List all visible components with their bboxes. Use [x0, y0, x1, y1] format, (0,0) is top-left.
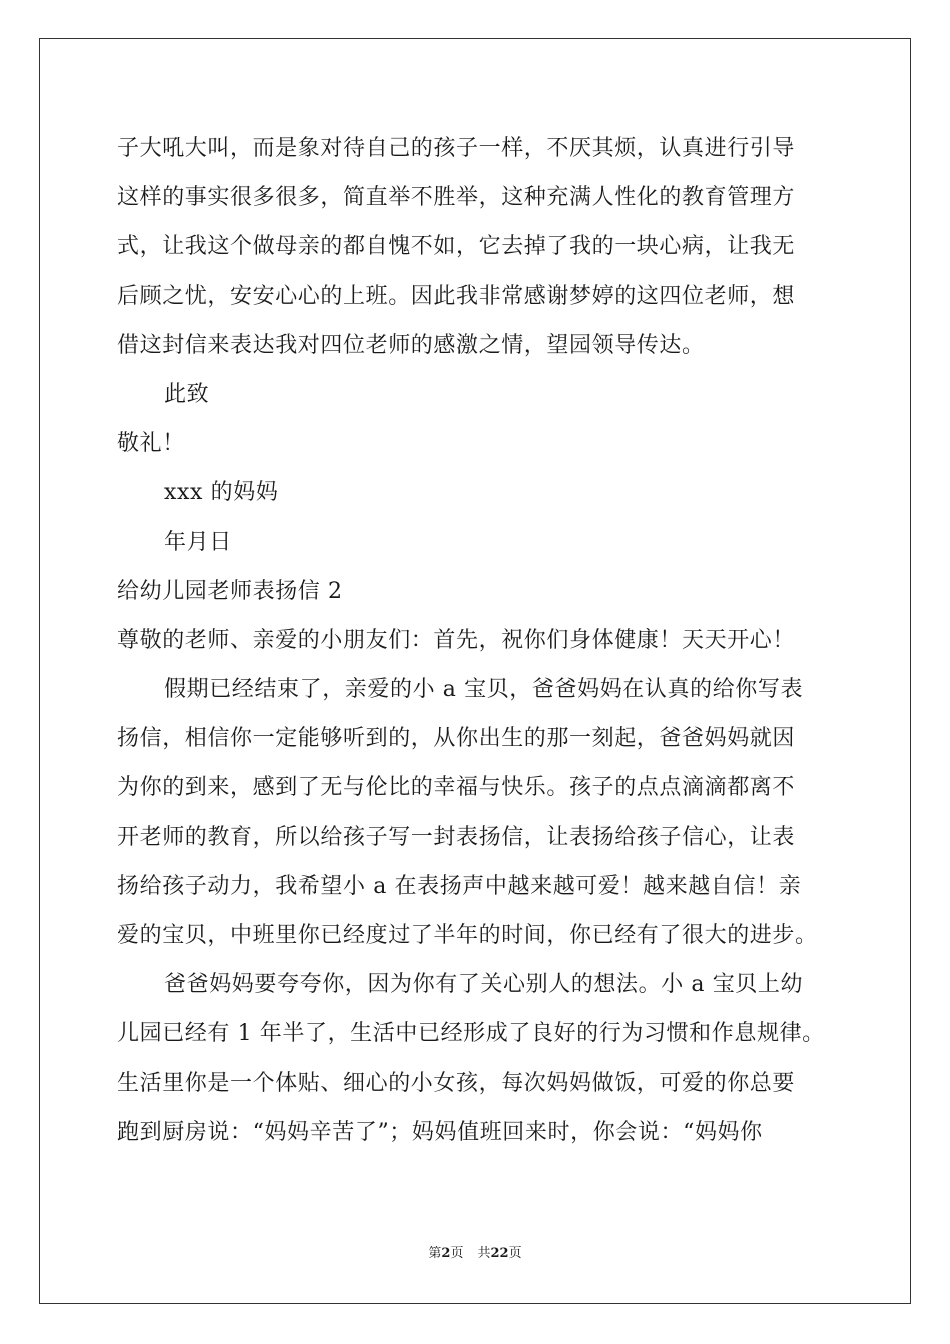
text-line: 假期已经结束了，亲爱的小 a 宝贝，爸爸妈妈在认真的给你写表	[164, 677, 804, 703]
page-footer	[0, 1244, 950, 1264]
signature: xxx 的妈妈	[164, 480, 279, 506]
text-line: 扬给孩子动力，我希望小 a 在表扬声中越来越可爱！越来越自信！亲	[117, 873, 802, 899]
text-line: 儿园已经有 1 年半了，生活中已经形成了良好的行为习惯和作息规律。	[117, 1021, 825, 1047]
greeting-line: 尊敬的老师、亲爱的小朋友们：首先，祝你们身体健康！天天开心！	[117, 627, 796, 653]
text-line: 式，让我这个做母亲的都自愧不如，它去掉了我的一块心病，让我无	[117, 234, 796, 260]
text-line: 跑到厨房说：“妈妈辛苦了”；妈妈值班回来时，你会说：“妈妈你	[117, 1119, 763, 1145]
total-prefix: 共	[477, 1246, 491, 1261]
text-line: 后顾之忧，安安心心的上班。因此我非常感谢梦婷的这四位老师，想	[117, 283, 796, 309]
text-line: 爸爸妈妈要夸夸你，因为你有了关心别人的想法。小 a 宝贝上幼	[164, 972, 804, 998]
letter-body	[117, 124, 857, 1157]
closing-salutation: 此致	[164, 381, 210, 407]
text-line: 借这封信来表达我对四位老师的感激之情，望园领导传达。	[117, 332, 705, 358]
page-unit: 页	[450, 1246, 464, 1261]
closing-respect: 敬礼！	[117, 431, 185, 457]
text-line: 开老师的教育，所以给孩子写一封表扬信，让表扬给孩子信心，让表	[117, 824, 796, 850]
section-title: 给幼儿园老师表扬信 2	[117, 578, 343, 604]
text-line: 子大吼大叫，而是象对待自己的孩子一样，不厌其烦，认真进行引导	[117, 136, 796, 161]
text-line: 扬信，相信你一定能够听到的，从你出生的那一刻起，爸爸妈妈就因	[117, 726, 796, 752]
page-prefix: 第	[428, 1246, 442, 1261]
date-line: 年月日	[164, 529, 232, 555]
text-line: 生活里你是一个体贴、细心的小女孩，每次妈妈做饭，可爱的你总要	[117, 1070, 796, 1096]
total-unit: 页	[508, 1246, 522, 1261]
page-current: 2	[441, 1246, 451, 1261]
text-line: 爱的宝贝，中班里你已经度过了半年的时间，你已经有了很大的进步。	[117, 923, 818, 948]
text-line: 为你的到来，感到了无与伦比的幸福与快乐。孩子的点点滴滴都离不	[117, 775, 796, 801]
page-total: 22	[490, 1246, 509, 1261]
text-line: 这样的事实很多很多，简直举不胜举，这种充满人性化的教育管理方	[117, 185, 796, 211]
